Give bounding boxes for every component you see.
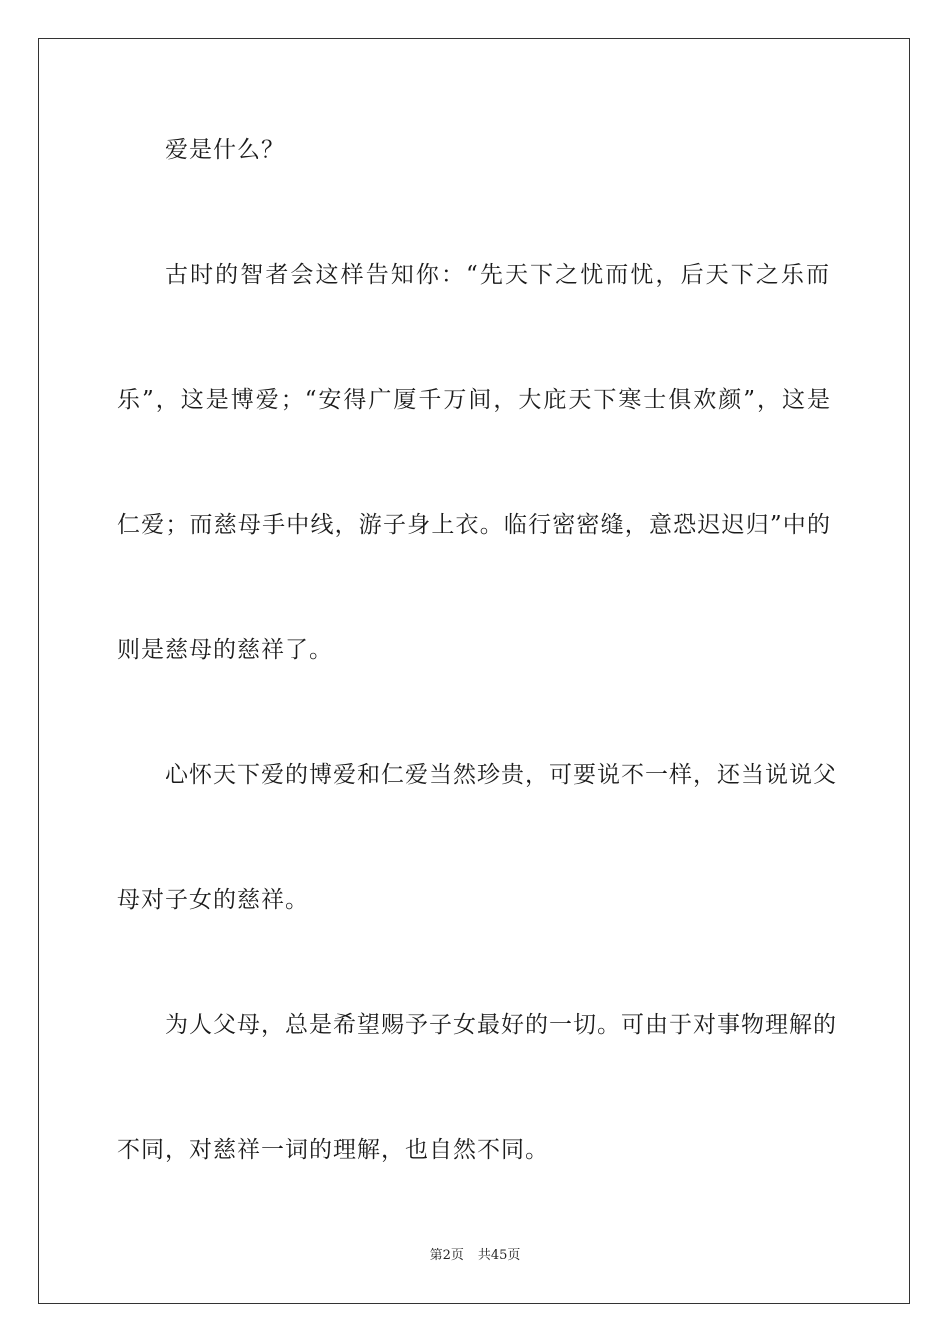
page-number: 第2页 <box>429 1248 464 1263</box>
text-line-9: 不同，对慈祥一词的理解，也自然不同。 <box>117 1137 549 1163</box>
text-line-4: 仁爱；而慈母手中线，游子身上衣。临行密密缝，意恐迟迟归”中的 <box>117 512 831 538</box>
text-line-1: 爱是什么？ <box>165 137 285 163</box>
page-footer <box>0 1248 950 1264</box>
text-line-5: 则是慈母的慈祥了。 <box>117 637 333 663</box>
text-line-3: 乐”，这是博爱；“安得广厦千万间，大庇天下寒士俱欢颜”，这是 <box>117 387 831 413</box>
text-line-8: 为人父母，总是希望赐予子女最好的一切。可由于对事物理解的 <box>165 1012 837 1038</box>
page-total: 共45页 <box>477 1248 521 1263</box>
text-line-7: 母对子女的慈祥。 <box>117 887 309 913</box>
text-line-2: 古时的智者会这样告知你：“先天下之忧而忧，后天下之乐而 <box>165 262 830 288</box>
page-border <box>38 38 910 1304</box>
text-line-6: 心怀天下爱的博爱和仁爱当然珍贵，可要说不一样，还当说说父 <box>165 762 837 788</box>
